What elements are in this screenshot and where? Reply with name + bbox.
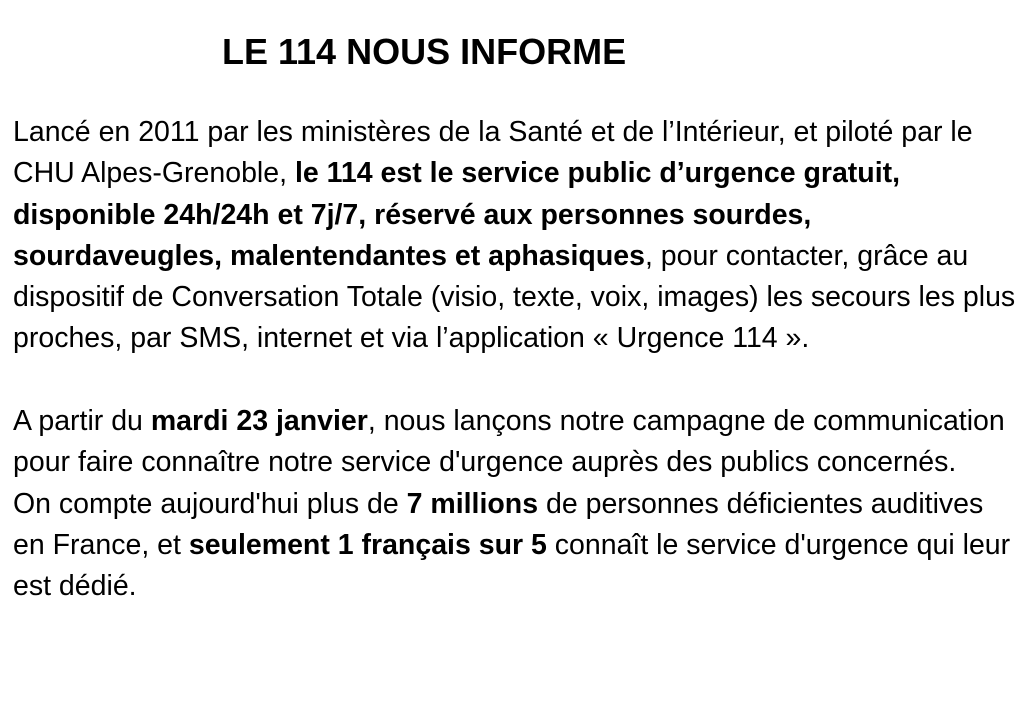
page-title: LE 114 NOUS INFORME bbox=[222, 31, 627, 72]
campaign-text-2: , nous lançons notre campagne de communication pour faire connaître notre service d'urgence auprès des publics concernés. bbox=[13, 405, 1005, 479]
document-body bbox=[13, 112, 1018, 608]
stats-text-1: On compte aujourd'hui plus de bbox=[13, 487, 407, 520]
stats-bold-millions: 7 millions bbox=[406, 487, 539, 520]
intro-text-1: Lancé en 2011 par les ministères de la Santé et de l’Intérieur, et piloté par le CHU Alpes-Grenoble, bbox=[13, 116, 973, 190]
paragraph-statistics bbox=[13, 484, 1018, 608]
paragraph-spacer bbox=[13, 360, 1018, 401]
stats-text-3: connaît le service d'urgence qui leur est dédié. bbox=[13, 528, 1011, 603]
campaign-text-1: A partir du bbox=[13, 405, 151, 438]
paragraph-intro bbox=[13, 112, 1018, 360]
stats-bold-ratio: seulement 1 français sur 5 bbox=[188, 528, 547, 561]
stats-text-2: de personnes déficientes auditives en France, et bbox=[13, 487, 984, 561]
paragraph-campaign bbox=[13, 401, 1018, 484]
intro-text-2: , pour contacter, grâce au dispositif de Conversation Totale (visio, texte, voix, images) les secours les plus proches, par SMS, internet et via l’application « Urgence 114 ». bbox=[13, 239, 1016, 355]
campaign-bold-date: mardi 23 janvier bbox=[150, 405, 368, 438]
intro-bold-service: le 114 est le service public d’urgence gratuit, disponible 24h/24h et 7j/7, réservé aux personnes sourdes, sourdaveugles, malentendantes et aphasiques bbox=[13, 157, 901, 272]
